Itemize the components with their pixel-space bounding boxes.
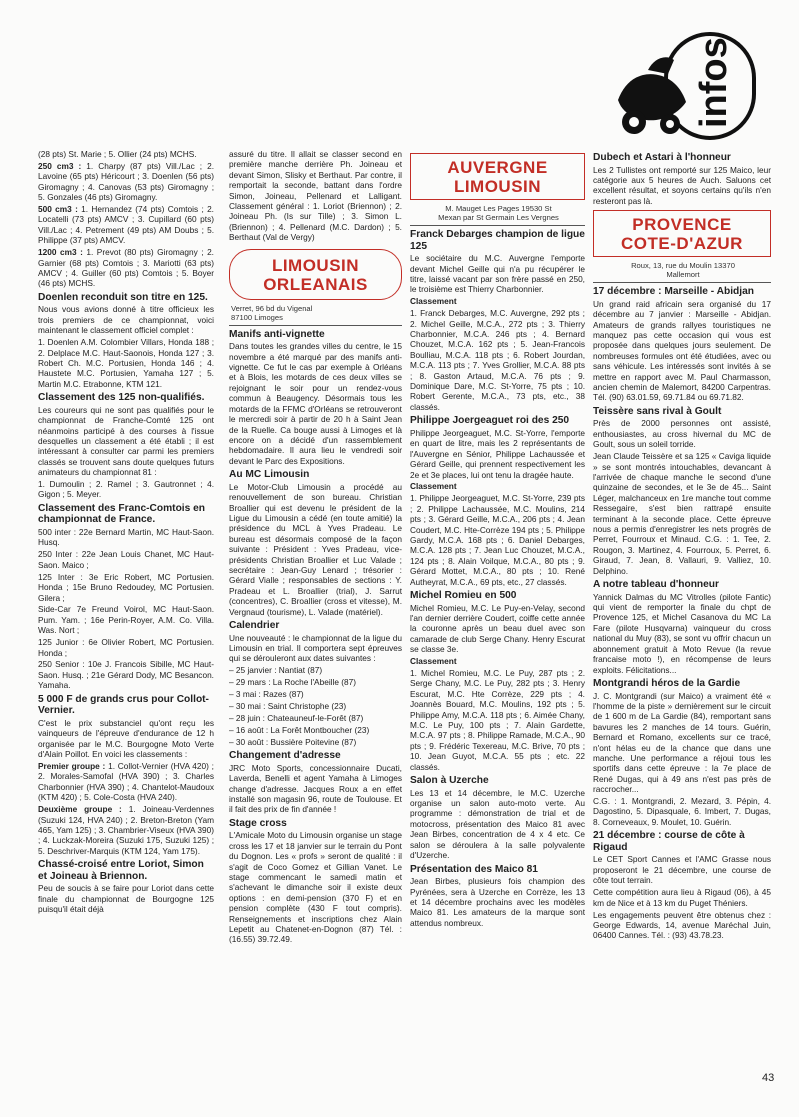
article-heading: Manifs anti-vignette	[229, 328, 325, 340]
divider	[229, 325, 402, 326]
paragraph-text: 1. Collot-Vernier (HVA 420) ; 2. Morales-Samofal (HVA 390) ; 3. Charles Charbonnier (HVA 390) ; 4. Chantelot-Maudoux (KTM 420) ; 5. Cole-Costa (HVA 240).	[38, 760, 214, 803]
paragraph: Cette compétition aura lieu à Rigaud (06), à 45 km de Nice et à 13 km du Puget Théniers.	[593, 887, 771, 908]
region-title-provence	[593, 210, 771, 257]
paragraph: (28 pts) St. Marie ; 5. Ollier (24 pts) MCHS.	[38, 149, 197, 159]
paragraph: 125 Junior : 6e Olivier Robert, MC Portusien. Honda ;	[38, 637, 214, 658]
paragraph	[38, 161, 214, 203]
paragraph: Le sociétaire du M.C. Auvergne l'emporte devant Michel Geille qui n'a pu récupérer le titre, laissé vacant par son frère passé en 250, le troisième est Thierry Charbonnier.	[410, 253, 585, 295]
article-heading: Dubech et Astari à l'honneur	[593, 152, 731, 163]
address-line: Mexan par St Germain Les Vergnes	[438, 213, 559, 222]
region-title-auvergne	[410, 153, 585, 200]
section-subheading: Classement	[410, 296, 457, 307]
article-heading: Classement des Franc-Comtois en championnat de France.	[38, 502, 206, 526]
paragraph: – 16 août : La Forêt Montboucher (23)	[229, 724, 370, 735]
paragraph: Près de 2000 personnes ont assisté, enthousiastes, au cross hivernal du MC de Goult, sous un soleil torride.	[593, 418, 771, 450]
paragraph: Michel Romieu, M.C. Le Puy-en-Velay, second l'an dernier derrière Coudert, coiffe cette année la couronne après un beau duel avec son camarade de club Serge Chany. Henry Escurat se classe 3e.	[410, 602, 585, 655]
paragraph: Nous vous avions donné à titre officieux les trois premiers de ce championnat, voici maintenant le classement officiel complet :	[38, 304, 214, 336]
paragraph: Yannick Dalmas du MC Vitrolles (pilote Fantic) qui vient de remporter la finale du chpt de Provence 125, et Michel Casanova du MC La Fare (pilote Husqvarna) vainqueur du cross national du Muy (83), se sont vu offrir chacun un abonnement gratuit à Moto Revue (la revue francaise moto !), en récompense de leurs exploits. Félicitations...	[593, 591, 771, 675]
address-line: Verret, 96 bd du Vigenal	[231, 303, 313, 313]
article-heading: Calendrier	[229, 620, 280, 631]
paragraph: 1. Dumoulin ; 2. Ramel ; 3. Gautronnet ; 4. Gigon ; 5. Meyer.	[38, 479, 214, 500]
region-title-line: ORLEANAIS	[263, 274, 368, 294]
article-heading: A notre tableau d'honneur	[593, 579, 719, 591]
column-2	[229, 149, 402, 1083]
region-title-line: AUVERGNE	[447, 158, 548, 177]
page-number: 43	[762, 1072, 775, 1084]
category-label: 250 cm3 :	[38, 160, 82, 171]
region-address	[595, 261, 771, 279]
paragraph: 125 Inter : 3e Eric Robert, MC Portusien. Honda ; 15e Bruno Redoudey, MC Portusien. Gilera ;	[38, 571, 214, 603]
article-heading: Salon à Uzerche	[410, 775, 489, 787]
paragraph: Le CET Sport Cannes et l'AMC Grasse nous proposeront le 21 décembre, une course de côte tout terrain.	[593, 854, 771, 886]
paragraph: 500 inter : 22e Bernard Martin, MC Haut-Saon. Husq.	[38, 527, 214, 548]
paragraph	[38, 804, 214, 856]
region-title-limousin	[229, 249, 402, 300]
paragraph: Dans toutes les grandes villes du centre, le 15 novembre a été marqué par des manifs anti-vignette. Ce fut le cas par exemple à Orléans et à Blois, les motards de ces deux villes se rejoignant le soir pour un rendez-vous commun à Beaugency. Désormais tous les motards de la FFMC d'Orléans se retrouveront le mercredi soir à partir de 20 h à Saint Jean de la Ruelle. Ca bouge aussi à Limoges et là encore on a décidé d'un rassemblement hebdomadaire. Il aura lieu le vendredi soir devant le Parc des Expositions.	[229, 341, 402, 466]
section-subheading: Classement	[410, 656, 457, 667]
address-line: Mallemort	[666, 270, 700, 280]
column-4	[593, 149, 771, 1083]
divider	[410, 225, 585, 226]
paragraph: Les 2 Tullistes ont remporté sur 125 Maico, leur catégorie aux 5 heures de Auch. Saluons cet excellent résultat, et soyons certains qu'ils n'en resteront pas là.	[593, 164, 771, 206]
paragraph: Jean Claude Teissère et sa 125 « Caviga liquide » se sont montrés intouchables, devancant à l'arrivée de chaque manche le second d'une quinzaine de secondes, et le 3e de 45... Saint Léger, malchanceux en 1re manche tout comme Ressegaire, s'est bien rattrapé ensuite terminant à la seconde place. Cette épreuve nous a permis d'enregistrer les nets progrès de Perret, Fourroux et Minaud. C.G. : 1. Tee, 2. Rougon, 3. Martinez, 4. Fourroux, 5. Perret, 6. Giraud, 7. Jean, 8. Vallauri, 9. Valliez, 10. Delphino.	[593, 451, 771, 576]
paragraph: Jean Birbes, plusieurs fois champion des Pyrénées, sera à Uzerche en Corrèze, les 13 et 14 décembre prochains avec les modèles Maico 81. Les amateurs de la marque sont attendus nombreux.	[410, 876, 585, 928]
paragraph: Les coureurs qui ne sont pas qualifiés pour le championnat de Franche-Comté 125 ont néanmoins participé à des courses à l'issue desquelles un classement a été établi ; il est intéressant à consulter car parmi les premiers classés se trouvent sans doute quelques futurs animateurs du championnat 81 :	[38, 404, 214, 478]
column-4-articles	[593, 286, 771, 941]
address-line: Roux, 13, rue du Moulin 13370	[631, 261, 735, 271]
article-heading: Chassé-croisé entre Loriot, Simon et Joineau à Briennon.	[38, 859, 204, 882]
address-line: M. Mauget Les Pages 19530 St	[445, 204, 552, 213]
article-heading: 5 000 F de grands crus pour Collot-Vernier.	[38, 693, 209, 717]
region-address	[231, 304, 402, 322]
category-label: 500 cm3 :	[38, 204, 78, 215]
paragraph: Side-Car 7e Freund Voirol, MC Haut-Saon. Pum. Yam. ; 16e Perin-Royer, A.M. Co. Villa. Was. Nort ;	[38, 604, 214, 636]
column-1	[38, 149, 214, 1083]
col2-intro: assuré du titre. Il allait se classer second en première manche derrière Ph. Joineau et devant Simon, Slisky et Berthaut. Par contre, il remportait la seconde, battant dans l'ordre Simon, Joineau, Pellenard et Lalligant. Classement général : 1. Loriot (Briennon) ; 2. Joineau Ph. (Is sur Tille) ; 3. Simon L. (Briennon) ; 4. Pellenard (M.C. Dardon) ; 5. Berthaut (Val de Vergy)	[229, 149, 402, 243]
infos-logo	[608, 30, 778, 145]
paragraph: – 30 mai : Saint Christophe (23)	[229, 701, 347, 712]
paragraph: 250 Senior : 10e J. Francois Sibille, MC Haut-Saon. Husq. ; 21e Gérard Dody, MC Besancon. Yamaha.	[38, 659, 214, 691]
paragraph: 1. Doenlen A.M. Colombier Villars, Honda 188 ; 2. Delplace M.C. Haut-Saonois, Honda 127 ; 3. Robert Ch. M.C. Portusien, Honda 146 ; 4. Haustete M.C. Portusien, Yamaha 127 ; 5. Martin M.C. Etrabonne, KTM 121.	[38, 337, 214, 389]
paragraph-text: 1. Prevot (80 pts) Giromagny ; 2. Garnier (68 pts) Comtois ; 3. Mariotti (63 pts) AMCV ; 4. Guiller (60 pts) Comtois ; 5. Boyer (46 pts) MCHS.	[38, 247, 214, 289]
paragraph: 1. Franck Debarges, M.C. Auvergne, 292 pts ; 2. Michel Geille, M.C.A., 272 pts ; 3. Thierry Charbonnier, M.C.A. 246 pts ; 4. Bernard Chouzet, M.C.A. 162 pts ; 5. Jean-Francois Boulliau, M.C.A. 118 pts ; 6. Robert Jourdan, M.C.A. 113 pts ; 7. Yves Grollier, M.C.A. 88 pts ; 8. Gaston Artaud, M.C.A. 76 pts ; 9. Dominique Dare, M.C. St-Yorre, 75 pts ; 10. Robert Gerente, M.C.A., 73 pts, etc., 38 classés.	[410, 308, 585, 412]
region-title-line: LIMOUSIN	[271, 255, 360, 275]
category-label: Premier groupe :	[38, 760, 106, 771]
category-label: Deuxième groupe :	[38, 804, 122, 815]
paragraph	[38, 247, 214, 289]
logo-text: infos	[693, 37, 735, 128]
address-line: 87100 Limoges	[231, 312, 283, 322]
paragraph: Le Motor-Club Limousin a procédé au renouvellement de son bureau. Christian Broallier qui est devenu le président de la Ligue du Limousin a cédé (en toute amitié) la présidence du MCL à Yves Pradeau. Le bureau est désormais composé de la façon suivante : Président : Yves Pradeau, vice-présidents Christian Broallier et Luc Valade ; secrétaire : Jean-Guy Lenard ; trésorier : Gérard Vialle ; responsables de sections : Y. Pradeau et L. Broallier (trial), J. Sarrut (concentres), C. Broallier (cross et vitesse), M. Vergnaud (tourisme), L. Valade (matériel).	[229, 481, 402, 617]
article-heading: Philippe Joergeaguet roi des 250	[410, 415, 570, 427]
article-heading: Franck Debarges champion de ligue 125	[410, 229, 585, 252]
region-title-line: COTE-D'AZUR	[621, 234, 743, 254]
infos-logo-graphic	[608, 30, 778, 145]
paragraph: L'Amicale Moto du Limousin organise un stage cross les 17 et 18 janvier sur le terrain du Pont du Dognon. Les « profs » seront de qualité : il s'agit de Coco Gomez et Gillian Vanet. Le stage commencant le samedi matin et s'achevant le dimanche soir il existe deux options : en demi-pension (370 F) et en pension complète (430 F tout compris). Renseignements et inscriptions chez Alain Lepetit au Chatenet-en-Dognon (87) Tél. : (16.55) 39.72.49.	[229, 830, 402, 945]
paragraph: J. C. Montgrandi (sur Maico) a vraiment été « l'homme de la piste » dernièrement sur le circuit de 1 600 m de La Gardie (84), remportant sans bavures les 2 manches de 14 tours. Guérin, Bernard et Romano, excellents sur ce tracé, n'ont hélas eu de la chance que dans une manche. Une performance a réjoui tous les sportifs dans cette épreuve : la 7e place de René Dugas, qui à 49 ans n'est pas près de raccrocher...	[593, 690, 771, 795]
paragraph: 1. Michel Romieu, M.C. Le Puy, 287 pts ; 2. Serge Chany, M.C. Le Puy, 282 pts ; 3. Henry Escurat, M.C. Hte Corrèze, 229 pts ; 4. Joannès Bouard, M.C. Moulins, 192 pts ; 5. Philippe Amy, M.C.A. 118 pts ; 6. Aimée Chany, M.C. Le Puy, 100 pts ; 7. Alain Gardette, M.C.A. 97 pts ; 8. Philippe Ramade, M.C.A., 90 pts ; 9. Frédéric Texereau, M.C. Brive, 70 pts ; 10. Jean Guyot, M.C.A. 55 pts ; etc. 22 classés.	[410, 668, 585, 772]
divider	[593, 282, 771, 283]
paragraph: – 28 juin : Chateauneuf-le-Forêt (87)	[229, 712, 364, 723]
paragraph: 1. Philippe Jeorgeaguet, M.C. St-Yorre, 239 pts ; 2. Philippe Lachaussée, M.C. Moulins, 214 pts ; 3. Gérard Geille, M.C.A., 206 pts ; 4. Jean Coudert, M.C. Hte-Corrèze 194 pts ; 5. Philippe Gardy, M.C.A. 168 pts ; 6. Daniel Debarges, M.C.A. 128 pts ; 7. Jean Luc Chouzet, M.C.A., 124 pts ; 8. Alain Voilque, M.C.A., 80 pts ; 9. Gérard Mottet, M.C.A., 80 pts ; 10. René Autheyrat, M.C.A., 69 pts, etc., 27 classés.	[410, 493, 585, 587]
paragraph: – 30 août : Bussière Poitevine (87)	[229, 736, 357, 747]
article-heading: Au MC Limousin	[229, 469, 310, 481]
category-label: 1200 cm3 :	[38, 247, 83, 258]
paragraph: 250 Inter : 22e Jean Louis Chanet, MC Haut-Saon. Maico ;	[38, 549, 214, 570]
article-heading: Teissère sans rival à Goult	[593, 405, 722, 417]
paragraph: Les 13 et 14 décembre, le M.C. Uzerche organise un salon auto-moto verte. Au programme : démonstration de trial et de motocross, présentation des Maico 81 avec Jean Birbes, concentration de 4 x 4 etc. Ce salon se déroulera à la salle polyvalente d'Uzerche.	[410, 787, 585, 861]
column-4-top-article	[593, 152, 771, 206]
article-heading: 21 décembre : course de côte à Rigaud	[593, 830, 745, 853]
article-heading: Doenlen reconduit son titre en 125.	[38, 291, 208, 303]
paragraph: C.G. : 1. Montgrandi, 2. Mezard, 3. Pépin, 4. Dagostino, 5. Dipasquale, 6. Imbert, 7. Dugas, 8. Corneveaux, 9. Moulet, 10. Guérin.	[593, 796, 771, 827]
article-heading: Classement des 125 non-qualifiés.	[38, 392, 205, 404]
section-subheading: Classement	[410, 481, 457, 492]
paragraph-text: 1. Joineau-Verdennes (Suzuki 124, HVA 240) ; 2. Breton-Breton (Yam 465, Yam 125) ; 3. Chambrier-Viseux (HVA 390) ; 4. Luckzak-Moreira (Suzuki 175, Suzuki 125) ; 5. Deschriver-Marquis (KTM 124, Yam 175).	[38, 804, 214, 856]
paragraph-text: 1. Hernandez (74 pts) Comtois ; 2. Locatelli (73 pts) AMCV ; 3. Cupillard (60 pts) Vill./Lac ; 4. Petrement (49 pts) AM Doubs ; 5. Philippe (37 pts) AMCV.	[38, 204, 214, 246]
column-3	[410, 149, 585, 1083]
region-title-line: LIMOUSIN	[453, 177, 542, 196]
column-2-articles	[229, 329, 402, 945]
article-heading: 17 décembre : Marseille - Abidjan	[593, 286, 754, 298]
column-3-articles	[410, 229, 585, 928]
paragraph: Un grand raid africain sera organisé du 17 décembre au 7 janvier : Marseille - Abidjan. Amateurs de grands rallyes touristiques ne manquez pas cette occasion qui vous est proposée dans quelques jours seulement. De nombreuses formules ont été étudiées, avec ou sans véhicule. Les intéressés sont invités à se mettre en rapport avec M. Paul Charmasson, ancien chemin de Malemort, 84200 Carpentras. Tél. (90) 63.01.59, 69.71.84 ou 69.71.82.	[593, 298, 771, 403]
article-heading: Stage cross	[229, 817, 287, 829]
paragraph: JRC Moto Sports, concessionnaire Ducati, Laverda, Benelli et agent Yamaha à Limoges change d'adresse. Jacques Roux a en effet installé son magasin 96, route de Toulouse. Et il fait des prix de fin d'année !	[229, 762, 402, 815]
paragraph: – 3 mai : Razes (87)	[229, 689, 304, 700]
article-heading: Présentation des Maico 81	[410, 863, 538, 875]
article-heading: Changement d'adresse	[229, 750, 341, 762]
paragraph	[38, 761, 214, 803]
paragraph	[38, 204, 214, 246]
paragraph: Philippe Jeorgeaguet, M.C. St-Yorre, l'emporte en quart de litre, mais les 2 représentants de l'Auvergne en Sénior, Philippe Lachaussée et Gérard Geille, qui prennent respectivement les 2e et 3e places, lui ont tenu la dragée haute.	[410, 427, 585, 480]
paragraph: Peu de soucis à se faire pour Loriot dans cette finale du championnat de Bourgogne 125 puisqu'il était déjà	[38, 883, 214, 915]
region-address	[412, 204, 585, 222]
paragraph: C'est le prix substanciel qu'ont reçu les vainqueurs de l'épreuve d'endurance de 12 h organisée par le M.C. Bourgogne Moto Verte d'Alain Poillot. En voici les classements :	[38, 717, 214, 760]
article-heading: Michel Romieu en 500	[410, 589, 517, 601]
paragraph: – 29 mars : La Roche l'Abeille (87)	[229, 677, 357, 688]
region-title-line: PROVENCE	[632, 215, 732, 235]
paragraph: Une nouveauté : le championnat de la ligue du Limousin en trial. Il comportera sept épreuves qui se dérouleront aux dates suivantes :	[229, 632, 402, 664]
paragraph: Les engagements peuvent être obtenus chez : George Edwards, 14, avenue Maréchal Juin, 06400 Cannes. Tél. : (93) 43.78.23.	[593, 909, 771, 941]
article-heading: Montgrandi héros de la Gardie	[593, 677, 741, 689]
paragraph-text: 1. Charpy (87 pts) Vill./Lac ; 2. Lavoine (65 pts) Héricourt ; 3. Doenlen (56 pts) Giromagny ; 4. Canovas (53 pts) Giromagny ; 5. Gonzales (46 pts) Giromagny.	[38, 160, 214, 203]
paragraph: – 25 janvier : Nantiat (87)	[229, 665, 323, 676]
